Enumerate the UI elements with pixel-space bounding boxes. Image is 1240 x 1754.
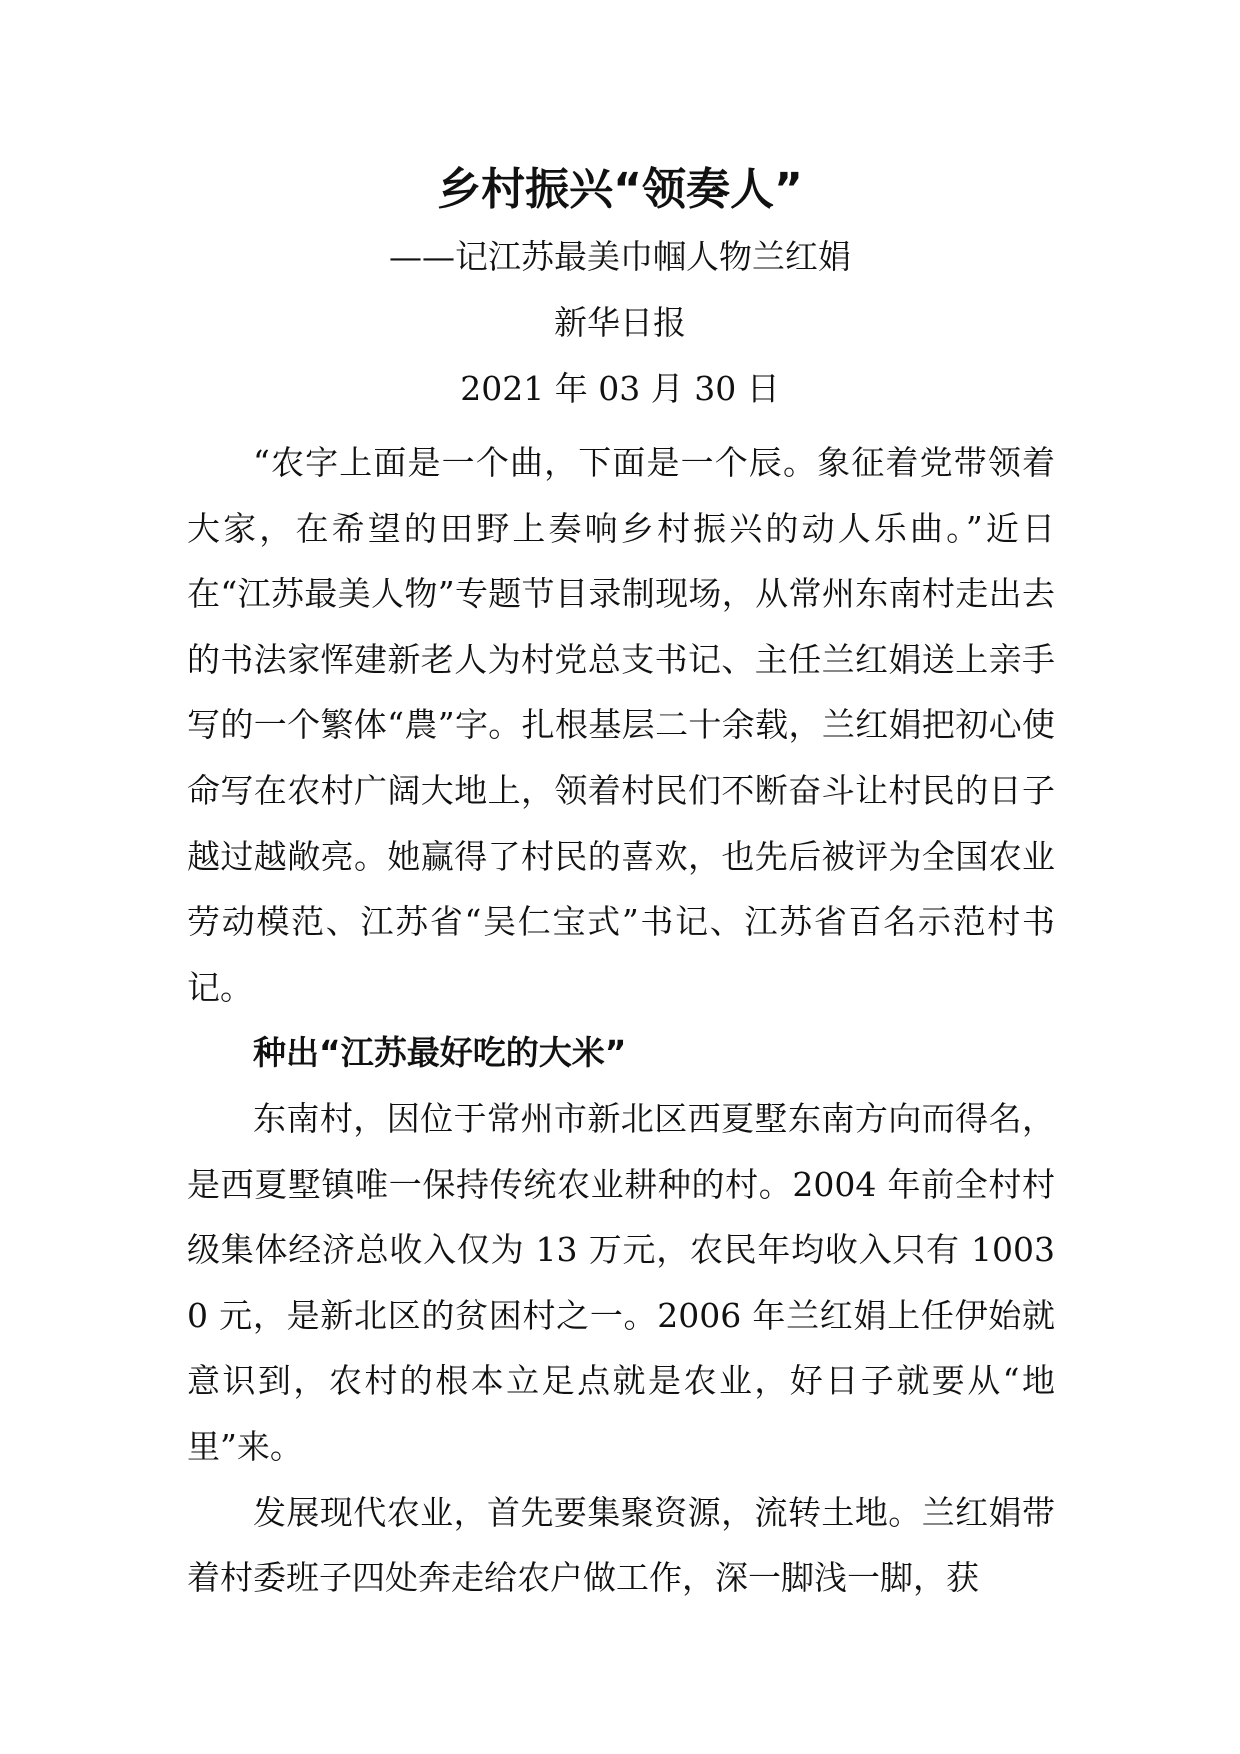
article-subtitle: ——记江苏最美巾帼人物兰红娟 — [389, 237, 851, 276]
article-source: 新华日报 — [554, 303, 686, 342]
article-body — [187, 430, 1055, 1611]
section-paragraph: 发展现代农业，首先要集聚资源，流转土地。兰红娟带着村委班子四处奔走给农户做工作，深一脚浅一脚，获 — [187, 1492, 1055, 1598]
article-title: 乡村振兴“领奏人” — [437, 164, 803, 215]
section-heading: 种出“江苏最好吃的大米” — [253, 1033, 627, 1073]
article-date: 2021 年 03 月 30 日 — [460, 369, 780, 408]
intro-paragraph: “农字上面是一个曲，下面是一个辰。象征着党带领着大家，在希望的田野上奏响乡村振兴的动人乐曲。”近日在“江苏最美人物”专题节目录制现场，从常州东南村走出去的书法家恽建新老人为村党总支书记、主任兰红娟送上亲手写的一个繁体“農”字。扎根基层二十余载，兰红娟把初心使命写在农村广阔大地上，领着村民们不断奋斗让村民的日子越过越敞亮。她赢得了村民的喜欢，也先后被评为全国农业劳动模范、江苏省“吴仁宝式”书记、江苏省百名示范村书记。 — [187, 443, 1055, 1007]
section-paragraph: 东南村，因位于常州市新北区西夏墅东南方向而得名，是西夏墅镇唯一保持传统农业耕种的村。2004 年前全村村级集体经济总收入仅为 13 万元，农民年均收入只有 10030 元，是新北区的贫困村之一。2006 年兰红娟上任伊始就意识到，农村的根本立足点就是农业，好日子就要从“地里”来。 — [187, 1098, 1055, 1466]
